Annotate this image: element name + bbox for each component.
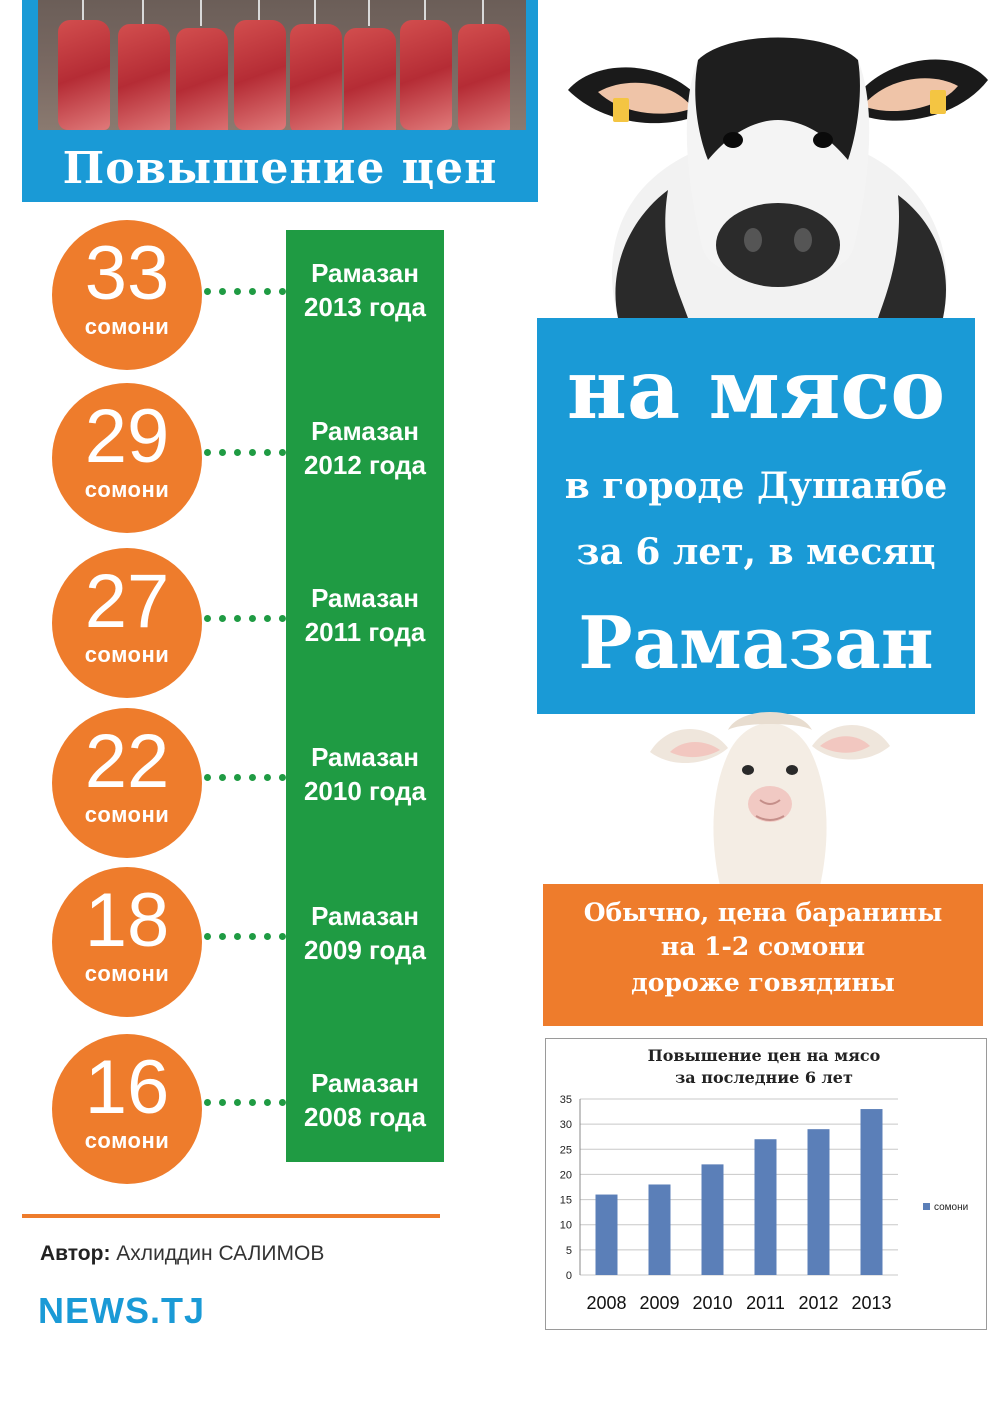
bar-2008 xyxy=(596,1195,618,1275)
year-label-line2: 2011 года xyxy=(304,617,426,647)
headline-box xyxy=(537,318,975,714)
y-tick-label: 30 xyxy=(559,1119,572,1132)
meat-hook xyxy=(142,0,144,26)
meat-piece xyxy=(400,20,452,130)
meat-piece xyxy=(176,28,228,130)
author-credit xyxy=(40,1242,324,1266)
bar-2011 xyxy=(755,1139,777,1275)
hanging-meat-image xyxy=(38,0,526,130)
year-label-2010 xyxy=(286,740,444,808)
dotted-connector xyxy=(204,774,286,781)
year-label-line1: Рамазан xyxy=(311,258,419,288)
note-line3: дороже говядины xyxy=(631,968,895,997)
year-label-2009 xyxy=(286,899,444,967)
year-label-line2: 2012 года xyxy=(303,450,427,480)
price-value: 18 xyxy=(84,878,170,963)
meat-piece xyxy=(118,24,170,130)
page-title: Повышение цен xyxy=(22,138,538,202)
x-tick-label: 2010 xyxy=(692,1293,733,1313)
price-circle-2010 xyxy=(52,708,202,858)
year-label-line1: Рамазан xyxy=(311,901,419,931)
price-unit: сомони xyxy=(84,1128,170,1153)
dotted-connector xyxy=(204,449,286,456)
price-circle-2011 xyxy=(52,548,202,698)
chart-x-ticks xyxy=(586,1293,891,1313)
bar-2010 xyxy=(702,1164,724,1275)
price-unit: сомони xyxy=(84,961,170,986)
chart-y-ticks xyxy=(560,1094,572,1282)
headline-line4: Рамазан xyxy=(578,600,934,685)
dotted-connector xyxy=(204,933,286,940)
x-tick-label: 2008 xyxy=(586,1293,627,1313)
bar-2012 xyxy=(808,1129,830,1275)
dotted-connector xyxy=(204,1099,286,1106)
meat-piece xyxy=(290,24,342,130)
y-tick-label: 35 xyxy=(559,1094,572,1106)
year-column xyxy=(286,230,444,1162)
price-unit: сомони xyxy=(84,642,170,667)
y-tick-label: 10 xyxy=(559,1219,572,1232)
year-label-line2: 2009 года xyxy=(303,935,427,965)
author-name: Ахлиддин САЛИМОВ xyxy=(110,1242,325,1265)
y-tick-label: 25 xyxy=(559,1144,572,1157)
chart-grid xyxy=(580,1099,898,1275)
dotted-connector xyxy=(204,615,286,622)
headline-line2: в городе Душанбе xyxy=(564,465,948,507)
x-tick-label: 2013 xyxy=(851,1293,892,1313)
y-tick-label: 15 xyxy=(559,1194,572,1207)
price-circle-2008 xyxy=(52,1034,202,1184)
year-label-line1: Рамазан xyxy=(311,742,419,772)
chart-svg xyxy=(546,1039,986,1329)
x-tick-label: 2011 xyxy=(746,1293,785,1313)
price-unit: сомони xyxy=(84,314,170,339)
cow-image xyxy=(558,20,998,318)
meat-hook xyxy=(368,0,370,26)
chart-title-line2: за последние 6 лет xyxy=(675,1068,853,1087)
meat-piece xyxy=(234,20,286,130)
year-label-2013 xyxy=(286,256,444,324)
year-label-line1: Рамазан xyxy=(311,416,419,446)
year-label-2008 xyxy=(286,1066,444,1134)
bar-2009 xyxy=(649,1184,671,1275)
price-circle-2013 xyxy=(52,220,202,370)
price-circle-2009 xyxy=(52,867,202,1017)
price-value: 16 xyxy=(84,1045,170,1130)
headline-line3: за 6 лет, в месяц xyxy=(576,531,936,573)
price-value: 33 xyxy=(84,231,170,316)
price-value: 27 xyxy=(84,559,170,644)
price-unit: сомони xyxy=(84,802,170,827)
year-label-line2: 2010 года xyxy=(303,776,427,806)
meat-piece xyxy=(458,24,510,130)
note-line1: Обычно, цена баранины xyxy=(583,898,943,927)
lamb-image xyxy=(640,700,900,886)
dotted-connector xyxy=(204,288,286,295)
year-label-2011 xyxy=(286,581,444,649)
bar-2013 xyxy=(861,1109,883,1275)
y-tick-label: 5 xyxy=(565,1244,572,1257)
price-unit: сомони xyxy=(84,477,170,502)
year-label-line1: Рамазан xyxy=(311,1068,419,1098)
price-value: 22 xyxy=(84,719,170,804)
x-tick-label: 2009 xyxy=(639,1293,680,1313)
meat-photo xyxy=(22,0,538,138)
price-chart xyxy=(545,1038,987,1330)
y-tick-label: 20 xyxy=(559,1169,572,1182)
year-label-line2: 2008 года xyxy=(303,1102,427,1132)
y-tick-label: 0 xyxy=(565,1270,572,1282)
chart-title-line1: Повышение цен на мясо xyxy=(647,1046,881,1065)
year-label-2012 xyxy=(286,414,444,482)
headline-line1: на мясо xyxy=(566,342,946,438)
meat-hook xyxy=(200,0,202,26)
year-label-line2: 2013 года xyxy=(303,292,427,322)
note-line2: на 1-2 сомони xyxy=(660,932,866,961)
note-box xyxy=(543,884,983,1026)
meat-hook xyxy=(482,0,484,26)
meat-hook xyxy=(314,0,316,26)
brand-logo: NEWS.TJ xyxy=(38,1290,206,1331)
meat-piece xyxy=(58,20,110,130)
legend-label: сомони xyxy=(934,1202,969,1213)
author-label: Автор: xyxy=(40,1242,111,1265)
x-tick-label: 2012 xyxy=(798,1293,839,1313)
meat-piece xyxy=(344,28,396,130)
footer-divider xyxy=(22,1214,440,1218)
price-circle-2012 xyxy=(52,383,202,533)
price-value: 29 xyxy=(84,394,170,479)
legend-swatch xyxy=(923,1203,930,1210)
year-label-line1: Рамазан xyxy=(311,583,419,613)
